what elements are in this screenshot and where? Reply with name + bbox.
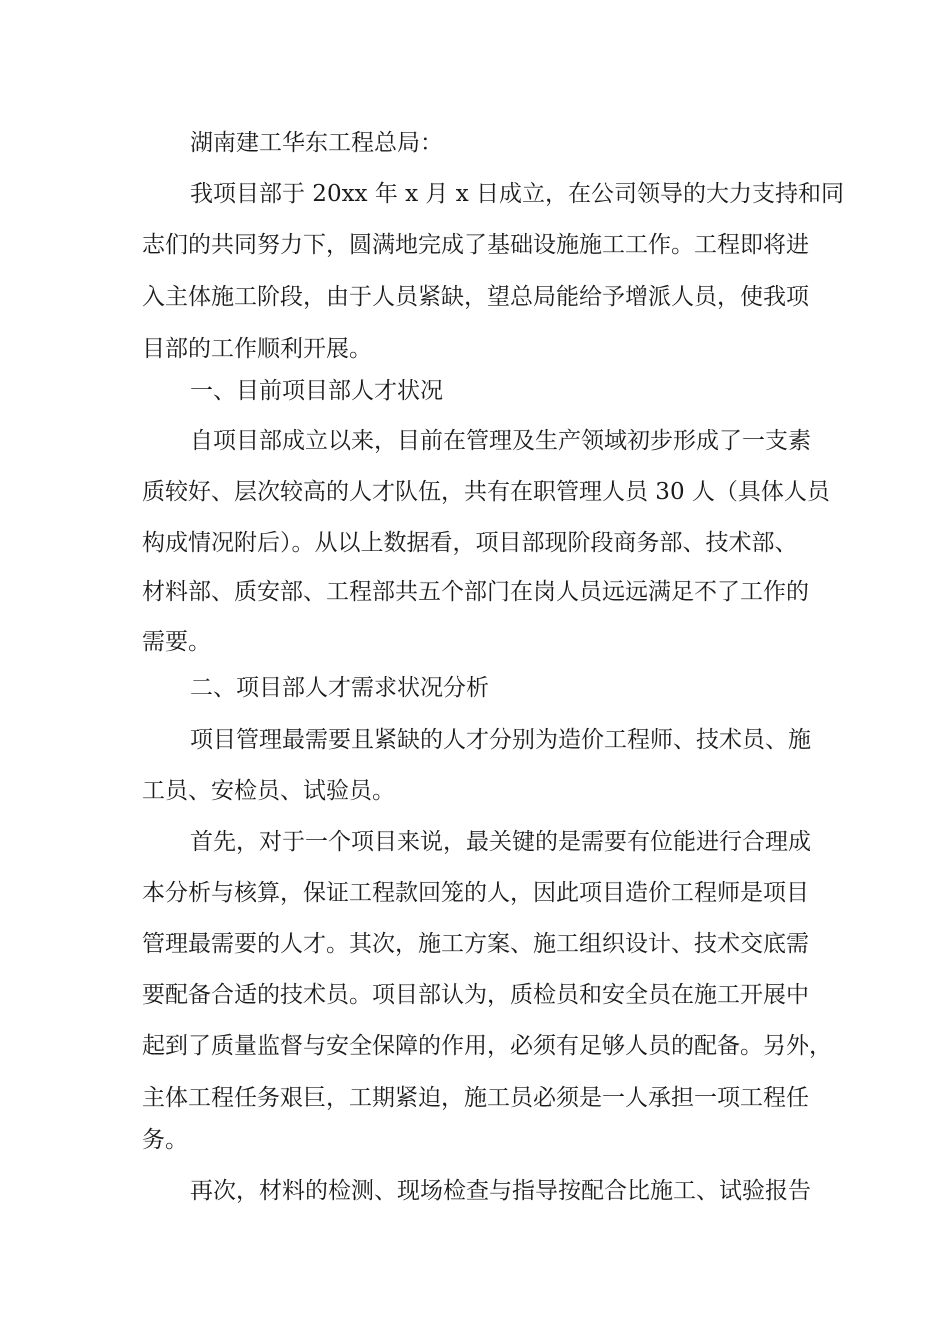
paragraph-line: 质较好、层次较高的人才队伍，共有在职管理人员 30 人（具体人员 (142, 479, 830, 505)
paragraph-line: 主体工程任务艰巨，工期紧迫，施工员必须是一人承担一项工程任 (142, 1085, 809, 1111)
paragraph-line: 首先，对于一个项目来说，最关键的是需要有位能进行合理成 (190, 829, 811, 855)
paragraph-line: 构成情况附后）。从以上数据看，项目部现阶段商务部、技术部、 (142, 530, 798, 556)
section-heading: 二、项目部人才需求状况分析 (190, 675, 489, 701)
paragraph-line: 起到了质量监督与安全保障的作用，必须有足够人员的配备。另外， (142, 1033, 832, 1059)
section-heading: 一、目前项目部人才状况 (190, 378, 443, 404)
paragraph-line: 目部的工作顺利开展。 (142, 336, 372, 362)
paragraph-line: 入主体施工阶段，由于人员紧缺，望总局能给予增派人员，使我项 (142, 284, 809, 310)
paragraph-line: 志们的共同努力下，圆满地完成了基础设施施工工作。工程即将进 (142, 232, 809, 258)
paragraph-line: 我项目部于 20xx 年 x 月 x 日成立，在公司领导的大力支持和同 (190, 181, 845, 207)
paragraph-line: 项目管理最需要且紧缺的人才分别为造价工程师、技术员、施 (190, 727, 811, 753)
paragraph-line: 管理最需要的人才。其次，施工方案、施工组织设计、技术交底需 (142, 931, 809, 957)
paragraph-line: 自项目部成立以来，目前在管理及生产领域初步形成了一支素 (190, 428, 811, 454)
paragraph-line: 材料部、质安部、工程部共五个部门在岗人员远远满足不了工作的 (142, 579, 809, 605)
salutation-line: 湖南建工华东工程总局： (190, 130, 443, 156)
paragraph-line: 本分析与核算，保证工程款回笼的人，因此项目造价工程师是项目 (142, 880, 809, 906)
paragraph-line: 务。 (142, 1127, 188, 1153)
paragraph-line: 工员、安检员、试验员。 (142, 778, 395, 804)
paragraph-line: 再次，材料的检测、现场检查与指导按配合比施工、试验报告 (190, 1178, 811, 1204)
paragraph-line: 要配备合适的技术员。项目部认为，质检员和安全员在施工开展中 (142, 982, 809, 1008)
paragraph-line: 需要。 (142, 629, 211, 655)
